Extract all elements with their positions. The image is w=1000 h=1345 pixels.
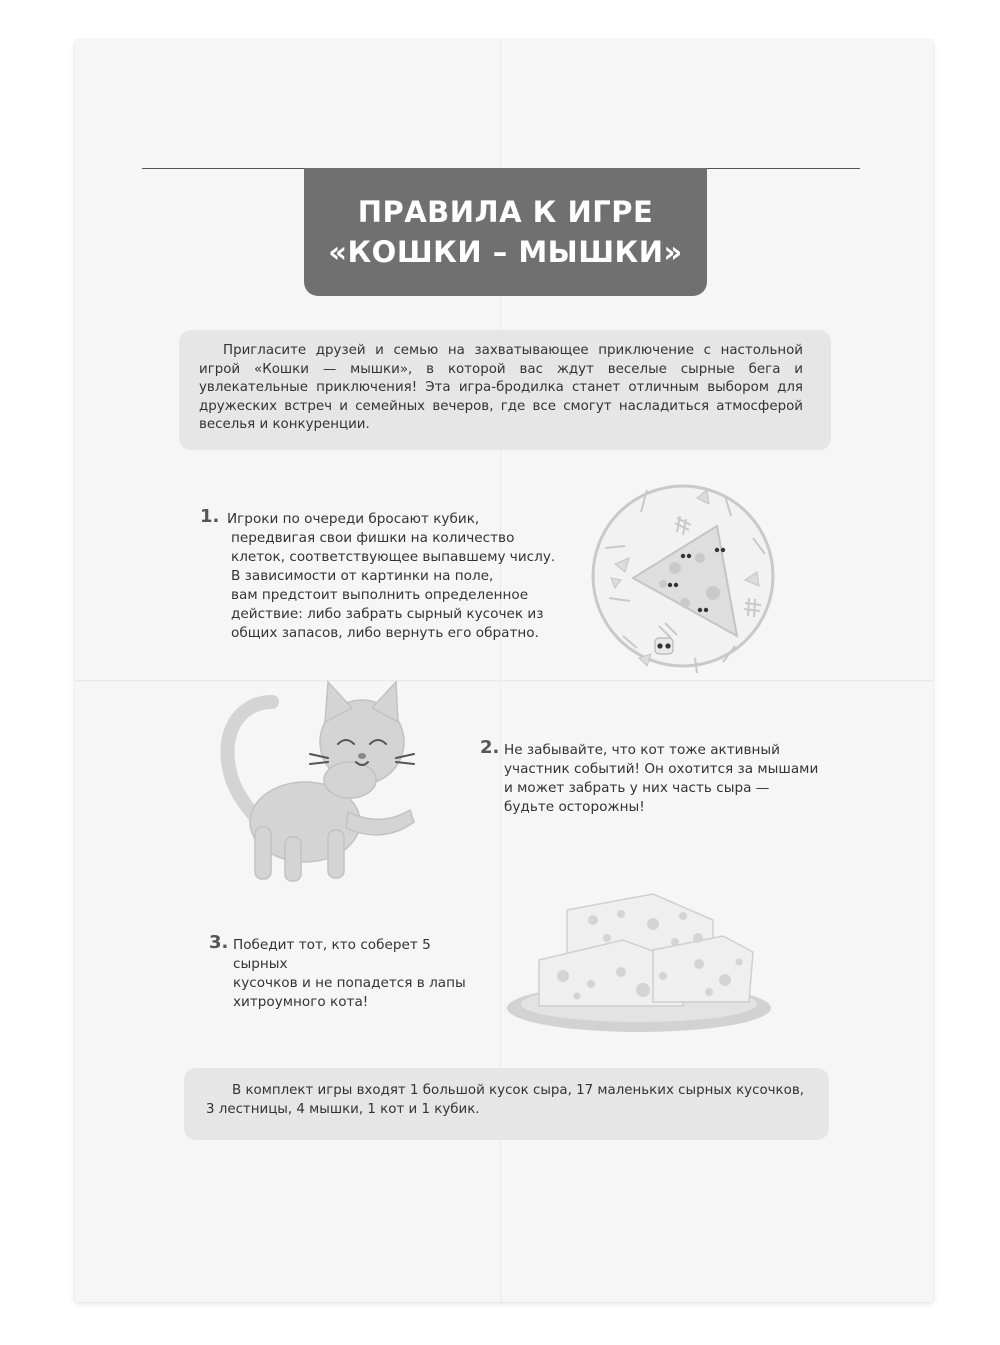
step-line: действие: либо забрать сырный кусочек из: [231, 606, 544, 622]
rule-step-3: [209, 932, 479, 1012]
kit-contents-box: [184, 1068, 829, 1140]
step-line: участник событий! Он охотится за мышами: [504, 761, 819, 777]
kit-line-2: 3 лестницы, 4 мышки, 1 кот и 1 кубик.: [206, 1102, 480, 1117]
rule-step-2: [480, 737, 830, 817]
step-text: [480, 741, 830, 817]
page-title: [304, 168, 707, 296]
step-line: и может забрать у них часть сыра —: [504, 780, 770, 796]
title-line-2: «КОШКИ – МЫШКИ»: [328, 235, 683, 269]
step-line: передвигая свои фишки на количество: [231, 530, 515, 546]
step-line: Не забывайте, что кот тоже активный: [504, 742, 780, 758]
cat-icon: [210, 662, 470, 892]
game-board-cheese-icon: [585, 468, 785, 684]
step-number: 2.: [480, 737, 500, 758]
step-text: [200, 510, 560, 643]
step-number: 3.: [209, 932, 229, 953]
rule-step-1: [200, 506, 560, 643]
intro-text: Пригласите друзей и семью на захватывающее приключение с настольной игрой «Кошки — мышки», в которой вас ждут веселые сырные бега и увлекательные приключения! Эта игра-бродилка станет отличным выбором для дружеских встреч и семейных вечеров, где все смогут насладиться атмосферой веселья и конкуренции.: [199, 343, 803, 432]
title-line-1: ПРАВИЛА К ИГРЕ: [357, 195, 654, 229]
intro-box: [179, 330, 831, 450]
step-line: Игроки по очереди бросают кубик,: [227, 511, 480, 527]
step-line: вам предстоит выполнить определенное: [231, 587, 529, 603]
rules-sheet: [75, 40, 933, 1302]
step-line: будьте осторожны!: [504, 799, 645, 815]
step-line: В зависимости от картинки на поле,: [231, 568, 494, 584]
step-line: кусочков и не попадется в лапы: [233, 975, 466, 991]
fold-line-horizontal: [75, 680, 933, 682]
cheese-plate-icon: [503, 880, 775, 1040]
kit-line-1: В комплект игры входят 1 большой кусок сыра, 17 маленьких сырных кусочков,: [232, 1083, 804, 1098]
step-line: клеток, соответствующее выпавшему числу.: [231, 549, 556, 565]
step-text: [209, 936, 479, 1012]
step-number: 1.: [200, 506, 220, 527]
step-line: хитроумного кота!: [233, 994, 369, 1010]
step-line: Победит тот, кто соберет 5 сырных: [233, 937, 431, 972]
step-line: общих запасов, либо вернуть его обратно.: [231, 625, 539, 641]
